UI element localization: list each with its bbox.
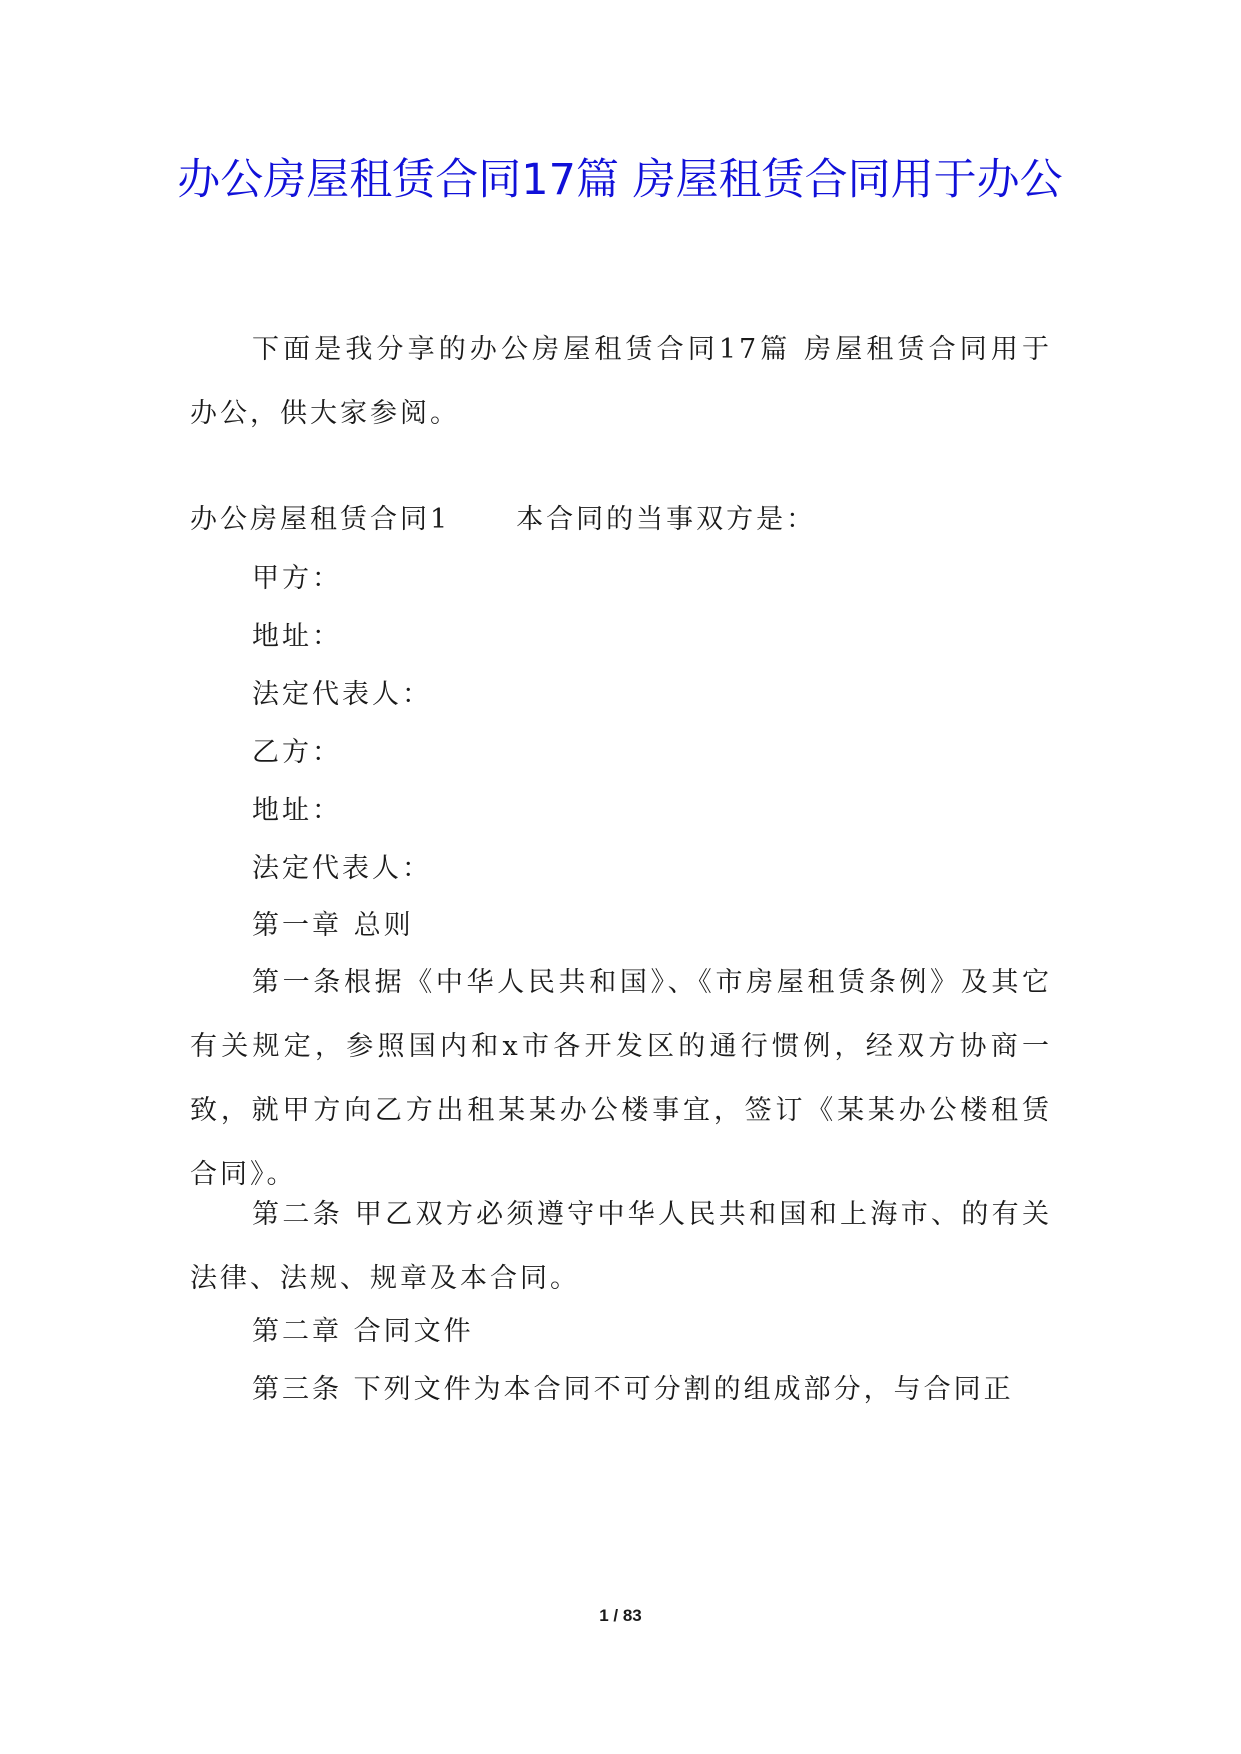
chapter-1-heading: 第一章 总则 — [252, 910, 414, 941]
contract-heading-line — [190, 488, 1052, 552]
chapter-2-heading: 第二章 合同文件 — [252, 1316, 474, 1347]
intro-paragraph: 下面是我分享的办公房屋租赁合同17篇 房屋租赁合同用于办公，供大家参阅。 — [190, 334, 1052, 429]
party-a-rep-label: 法定代表人： — [252, 679, 432, 710]
party-a-label: 甲方： — [252, 563, 342, 594]
contract-intro: 本合同的当事双方是： — [516, 504, 817, 535]
party-b-rep-label: 法定代表人： — [252, 853, 432, 884]
contract-heading: 办公房屋租赁合同1 — [190, 504, 451, 535]
article-3-paragraph: 第三条 下列文件为本合同不可分割的组成部分，与合同正 — [252, 1374, 1014, 1405]
party-b-address-label: 地址： — [252, 795, 342, 826]
article-1-paragraph: 第一条根据《中华人民共和国》、《市房屋租赁条例》及其它有关规定，参照国内和x市各开发区的通行惯例，经双方协商一致，就甲方向乙方出租某某办公楼事宜，签订《某某办公楼租赁合同》。 — [190, 967, 1052, 1190]
article-2-paragraph: 第二条 甲乙双方必须遵守中华人民共和国和上海市、的有关法律、法规、规章及本合同。 — [190, 1199, 1052, 1294]
document-title: 办公房屋租赁合同17篇 房屋租赁合同用于办公 — [177, 155, 1063, 205]
page-number: 1 / 83 — [599, 1606, 642, 1625]
party-a-address-label: 地址： — [252, 621, 342, 652]
party-b-label: 乙方： — [252, 737, 342, 768]
